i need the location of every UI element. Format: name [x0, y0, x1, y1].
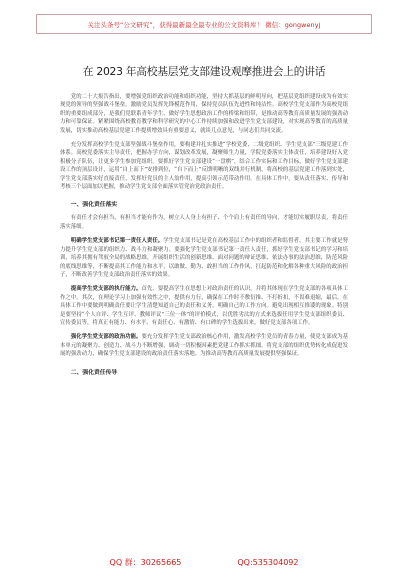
section-heading: 一、强化责任落实	[70, 202, 118, 209]
section-paragraph	[60, 333, 348, 358]
paragraph-lead: 提高学生党支部的执行能力。	[70, 286, 142, 293]
qq-group-number: QQ 群：30265665	[109, 557, 182, 567]
qq-number: QQ:535304092	[237, 557, 299, 567]
contact-footer	[0, 553, 408, 571]
section-paragraph	[60, 237, 348, 279]
section-heading: 二、强化责任传导	[70, 369, 118, 376]
promo-banner-text: 关注头条号“公文研究”，获得最新最全最专业的公文资料库！ 微信：gongwenyj	[87, 20, 321, 29]
paragraph-text: 首先，要提高学生在思想上对政治责任的认识，并将其体现在学生党支部的各项具体工作之中。其次，在理论学习上加强有效性之中，提供有力行，确保在工作时不敷衍推、不打折扣，不畏难退缩，最后，在具体工作中要做到明确责任要让学生清楚知道自己的责任和义务，明确自己的工作方向。避免出现相互推诿的现象。特别是要坚持“个人自评、学生互评、教师评议”三位一体”的评价模式，以优胜劣汰的方式来选拔任用学生党支部组织委员、宣传委员等，将真正有能力、有水平、有责任心、有激情、有口碑的学生选拔出来，做好党支部各项工作。	[60, 286, 348, 326]
intro-paragraph: 党的二十大报告指出，要增强党组织政治功能和组织功能，坚持大抓基层的鲜明导向，把基层党组织建设成为有效实现党的领导的坚强战斗堡垒。激励党员发挥先锋模范作用，保持党员队伍先进性和纯洁性。高校学生党支部作为高校党组织的重要组成部分，是我们党联系青年学生、做好学生思想政治工作的桥梁和纽带，是推动高等教育高质量发展的强劲动力和可靠保证。紧紧围绕高校教育教学和科学研究的中心工作持续加强和改进学生党支部建设，对实现高等教育的高质量发展，切实推动高校基层党建工作提质增效具有重要意义，就谈几点意见，与同志们共同交流。	[60, 94, 348, 134]
paragraph-lead: 强化学生党支部的政治功能。	[70, 334, 142, 341]
paragraph-text: 学生党支部书记是党在高校基层工作中的组织者和监督者，其主要工作就是努力提升学生党支部的组织力、战斗力和凝聚力。要强化学生党支部书记第一责任人责任，抓好学生党支部书记的学习和培训，培养其拥有驾驭全局的战略思维，开展组织生活的创新思维、面对问题的辩证思维、依法办事的法治思维，防范风险的底线思维等，不断提高其工作能力和水平，以敢做、勤为、敢担当的工作作风，扛起防范和化解各种重大风险的政治担子，不断改善学生党支部政治责任落实的效果。	[60, 238, 348, 278]
document-title: 在 2023 年高校基层党支部建设观摩推进会上的讲话	[82, 65, 326, 78]
document-page	[60, 64, 348, 382]
section-paragraph	[60, 285, 348, 327]
section-paragraph	[60, 214, 348, 231]
paragraph-lead: 明确学生党支部书记第一责任人责任。	[70, 238, 164, 245]
intro-paragraph: 充分发挥高校学生党支部坚强战斗堡垒作用，要构建并扎实推进“学校党委、二级党组织、学生党支部”三级党建工作体系。高校党委落实主导责任，把握办学方向，谋划改革发展，凝聚师生力量，学院党委落实主体责任，培养建设好入党积极分子队伍，让更多学生参加党组织。要抓好学生党支部建设“一盘棋”，结合工作实际和工作目标，做好学生党支部建设工作的顶层设计，运用“自上而下”安排到位，“自下而上”反馈明晰的双线并行机制，将高校的基层党建工作落到实处，学生党支部落实好直接责任，发挥好党员的主人翁作用，提高引领示范带动作用。在具体工作中，要从责任落实、传导和考核三个层面加以把握，推动学生党支部全面落实管党治党政治责任。	[60, 142, 348, 191]
paragraph-text: 要充分发挥学生党支部政治核心作用，激发高校学生党员的青春力量，使党支部成为基本单元的凝聚力、创造力、战斗力不断增强，调动一切积极因素把党建工作抓实抓细，将党支部的组织优势转化成促进发展的强劲动力，确保学生党支部建设的政治责任落实落地。为推动高等教育高质量发展提供坚强保证。	[60, 334, 348, 358]
promo-banner	[36, 14, 372, 34]
paragraph-text: 有责任才会有担当，有担当才能有作为，树立人人身上有担子、个个肩上有责任的导向，才能切实履职尽责，将责任落实落细。	[60, 215, 348, 230]
